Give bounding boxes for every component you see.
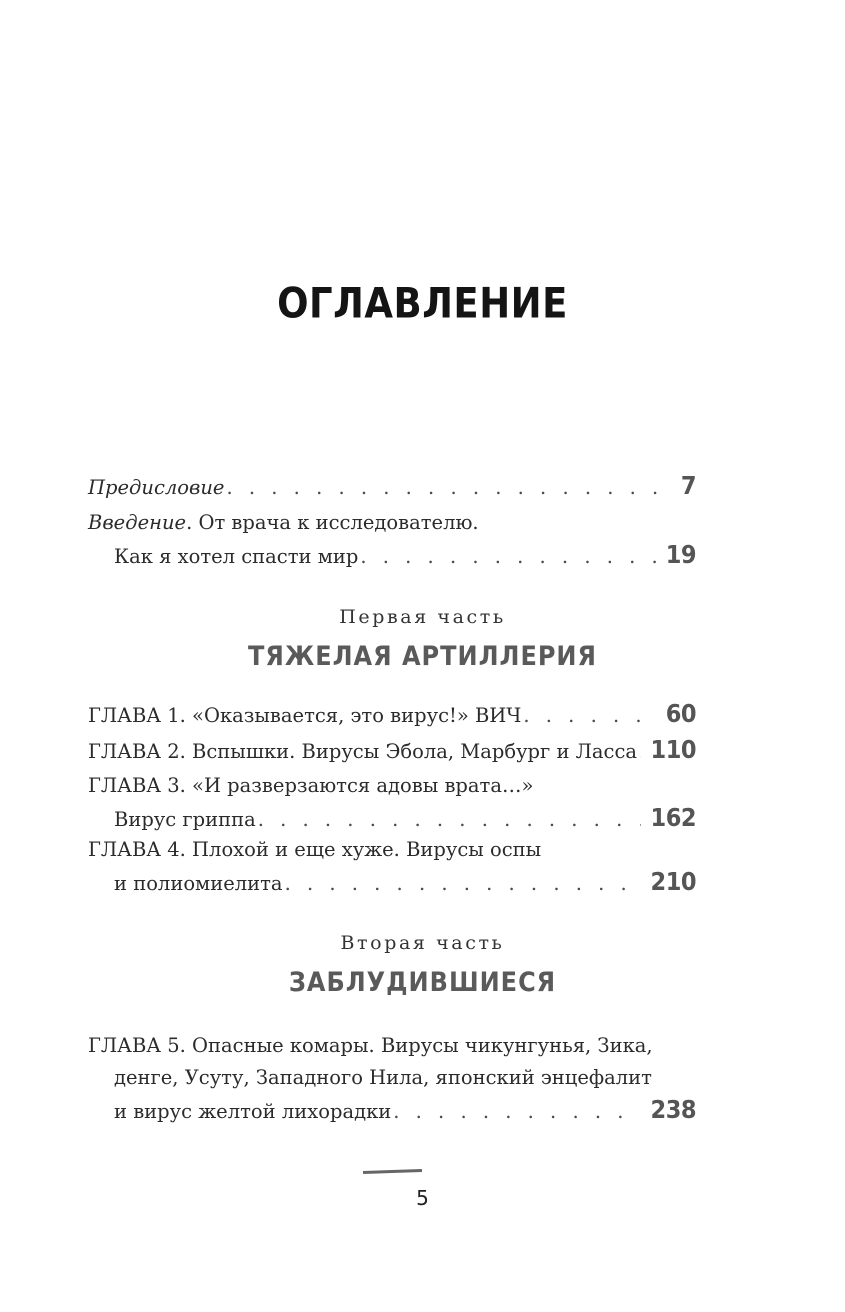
toc-entry-chapter-4[interactable] bbox=[88, 834, 696, 900]
part-label: Вторая часть bbox=[340, 932, 505, 954]
entry-italic: Предисловие bbox=[88, 476, 225, 499]
page-ref: 60 bbox=[665, 699, 696, 728]
entry-italic: Введение bbox=[88, 511, 187, 534]
toc-entry-introduction[interactable] bbox=[88, 507, 696, 573]
entry-text: денге, Усуту, Западного Нила, японский энцефалит bbox=[114, 1066, 652, 1089]
toc-entry-chapter-3[interactable] bbox=[88, 770, 696, 836]
entry-text: ГЛАВА 1. «Оказывается, это вирус!» ВИЧ bbox=[88, 704, 522, 727]
dot-leader bbox=[523, 700, 655, 732]
page-ref: 162 bbox=[650, 803, 696, 832]
dot-leader bbox=[639, 736, 641, 768]
entry-text: и вирус желтой лихорадки bbox=[114, 1100, 392, 1123]
entry-text: . От врача к исследователю. bbox=[186, 511, 479, 534]
entry-text: ГЛАВА 2. Вспышки. Вирусы Эбола, Марбург и Ласса bbox=[88, 740, 638, 763]
page-number: 5 bbox=[416, 1186, 429, 1210]
page-title: ОГЛАВЛЕНИЕ bbox=[277, 279, 568, 328]
entry-text: ГЛАВА 4. Плохой и еще хуже. Вирусы оспы bbox=[88, 838, 542, 861]
dot-leader bbox=[258, 804, 641, 836]
entry-text: ГЛАВА 3. «И разверзаются адовы врата…» bbox=[88, 774, 534, 797]
dot-leader bbox=[226, 472, 670, 504]
toc-entry-chapter-2[interactable] bbox=[88, 734, 696, 768]
page-ref: 238 bbox=[650, 1095, 696, 1124]
page-ref: 210 bbox=[650, 867, 696, 896]
page-ref: 110 bbox=[650, 735, 696, 764]
part-title: ТЯЖЕЛАЯ АРТИЛЛЕРИЯ bbox=[247, 640, 597, 672]
toc-entry-chapter-1[interactable] bbox=[88, 698, 696, 732]
dot-leader bbox=[285, 868, 641, 900]
toc-entry-chapter-5[interactable] bbox=[88, 1030, 696, 1128]
page-ref: 7 bbox=[680, 471, 696, 500]
page-ref: 19 bbox=[665, 540, 696, 569]
entry-text: Как я хотел спасти мир bbox=[114, 545, 359, 568]
entry-text: ГЛАВА 5. Опасные комары. Вирусы чикунгунья, Зика, bbox=[88, 1034, 653, 1057]
dot-leader bbox=[393, 1096, 640, 1128]
toc-entry-preface[interactable] bbox=[88, 470, 696, 504]
footer-rule bbox=[363, 1169, 422, 1174]
entry-text: Вирус гриппа bbox=[114, 808, 256, 831]
dot-leader bbox=[360, 541, 655, 573]
part-title: ЗАБЛУДИВШИЕСЯ bbox=[288, 966, 557, 998]
entry-text: и полиомиелита bbox=[114, 872, 283, 895]
part-label: Первая часть bbox=[339, 606, 506, 628]
